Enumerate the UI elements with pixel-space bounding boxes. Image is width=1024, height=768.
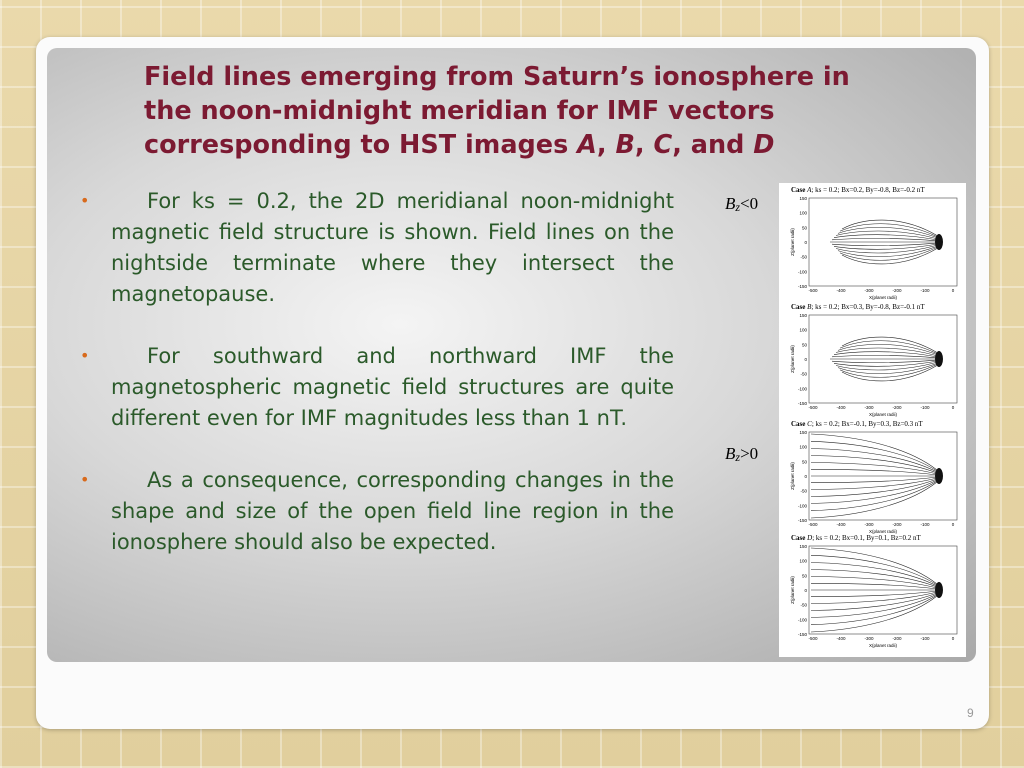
x-tick-label: -300 bbox=[864, 405, 874, 410]
y-tick-label: 150 bbox=[799, 313, 807, 318]
x-tick-label: -300 bbox=[864, 288, 874, 293]
x-tick-label: 0 bbox=[951, 405, 955, 410]
x-tick-label: -500 bbox=[808, 405, 818, 410]
y-tick-label: -50 bbox=[800, 602, 807, 608]
y-tick-label: 100 bbox=[799, 444, 807, 450]
bullet-text: As a consequence, corresponding changes in the shape and size of the open field line region in the ionosphere should also be expected. bbox=[111, 468, 674, 554]
figure-panel-b bbox=[781, 303, 964, 420]
bullet-icon: • bbox=[80, 191, 90, 210]
planet-marker bbox=[935, 234, 943, 250]
y-axis-label: Z(planet radii) bbox=[790, 576, 795, 604]
y-tick-label: -100 bbox=[797, 386, 807, 392]
y-tick-label: 0 bbox=[804, 240, 807, 245]
planet-marker bbox=[935, 351, 943, 367]
bullet-item bbox=[80, 186, 674, 310]
x-tick-label: -200 bbox=[892, 288, 902, 293]
y-tick-label: 0 bbox=[804, 474, 807, 479]
bz-negative-label: $B_z<0$ bbox=[725, 194, 759, 214]
figure-panel-c bbox=[781, 420, 964, 537]
y-tick-label: -50 bbox=[800, 254, 807, 260]
field-line-figure bbox=[779, 183, 966, 657]
y-axis-label: Z(planet radii) bbox=[790, 345, 795, 373]
x-axis-label: X(planet radii) bbox=[868, 295, 898, 300]
figure-panel-a bbox=[781, 186, 964, 303]
bullet-text: For ks = 0.2, the 2D meridianal noon-midnight magnetic field structure is shown. Field lines on the nightside terminate where they intersect the magnetopause. bbox=[111, 189, 674, 306]
planet-marker bbox=[935, 468, 943, 484]
y-tick-label: -100 bbox=[797, 617, 807, 623]
x-tick-label: -400 bbox=[836, 636, 846, 641]
x-axis-label: X(planet radii) bbox=[868, 643, 898, 648]
y-tick-label: 150 bbox=[799, 544, 807, 549]
title-line-1: Field lines emerging from Saturn’s ionosphere in bbox=[144, 62, 850, 92]
slide-title bbox=[144, 60, 944, 162]
x-tick-label: -100 bbox=[920, 522, 930, 527]
x-axis-label: X(planet radii) bbox=[868, 529, 898, 534]
field-line-plot bbox=[781, 544, 964, 651]
bz-positive-label: $B_z>0$ bbox=[725, 444, 759, 464]
x-tick-label: -200 bbox=[892, 405, 902, 410]
y-tick-label: 50 bbox=[801, 342, 807, 348]
x-tick-label: -300 bbox=[864, 636, 874, 641]
y-tick-label: 150 bbox=[799, 196, 807, 201]
field-line-plot bbox=[781, 313, 964, 420]
x-tick-label: -400 bbox=[836, 405, 846, 410]
field-line-plot bbox=[781, 196, 964, 303]
y-tick-label: -50 bbox=[800, 371, 807, 377]
x-tick-label: -100 bbox=[920, 288, 930, 293]
bullet-item bbox=[80, 465, 674, 558]
x-tick-label: 0 bbox=[951, 522, 955, 527]
panel-caption: Case A; ks = 0.2; Bx=0.2, By=-0.8, Bz=-0.2 nT bbox=[791, 186, 925, 194]
bullet-item bbox=[80, 341, 674, 434]
bullet-text: For southward and northward IMF the magnetospheric magnetic field structures are quite different even for IMF magnitudes less than 1 nT. bbox=[111, 344, 674, 430]
y-axis-label: Z(planet radii) bbox=[790, 462, 795, 490]
y-axis-label: Z(planet radii) bbox=[790, 228, 795, 256]
y-tick-label: 0 bbox=[804, 588, 807, 593]
x-tick-label: -400 bbox=[836, 522, 846, 527]
y-tick-label: 100 bbox=[799, 210, 807, 216]
planet-marker bbox=[935, 582, 943, 598]
field-line-plot bbox=[781, 430, 964, 537]
page-number: 9 bbox=[967, 706, 974, 720]
x-tick-label: -500 bbox=[808, 636, 818, 641]
y-tick-label: 50 bbox=[801, 459, 807, 465]
x-tick-label: -200 bbox=[892, 522, 902, 527]
figure-panel-d bbox=[781, 534, 964, 651]
x-tick-label: -400 bbox=[836, 288, 846, 293]
x-tick-label: -100 bbox=[920, 405, 930, 410]
x-tick-label: -200 bbox=[892, 636, 902, 641]
y-tick-label: -150 bbox=[797, 632, 807, 637]
y-tick-label: -150 bbox=[797, 401, 807, 406]
x-tick-label: -100 bbox=[920, 636, 930, 641]
x-axis-label: X(planet radii) bbox=[868, 412, 898, 417]
y-tick-label: -50 bbox=[800, 488, 807, 494]
y-tick-label: -150 bbox=[797, 284, 807, 289]
y-tick-label: 100 bbox=[799, 327, 807, 333]
title-line-3: corresponding to HST images A, B, C, and D bbox=[144, 130, 775, 160]
x-tick-label: 0 bbox=[951, 288, 955, 293]
x-tick-label: -300 bbox=[864, 522, 874, 527]
y-tick-label: 100 bbox=[799, 558, 807, 564]
y-tick-label: -100 bbox=[797, 503, 807, 509]
y-tick-label: 50 bbox=[801, 225, 807, 231]
bullet-icon: • bbox=[80, 346, 90, 365]
x-tick-label: -500 bbox=[808, 522, 818, 527]
x-tick-label: 0 bbox=[951, 636, 955, 641]
x-tick-label: -500 bbox=[808, 288, 818, 293]
y-tick-label: 150 bbox=[799, 430, 807, 435]
bullet-icon: • bbox=[80, 470, 90, 489]
y-tick-label: 0 bbox=[804, 357, 807, 362]
bullet-list bbox=[80, 186, 674, 589]
y-tick-label: -100 bbox=[797, 269, 807, 275]
panel-caption: Case D; ks = 0.2; Bx=0.1, By=0.1, Bz=0.2 nT bbox=[791, 534, 921, 542]
panel-caption: Case B; ks = 0.2; Bx=0.3, By=-0.8, Bz=-0.1 nT bbox=[791, 303, 925, 311]
title-line-2: the noon-midnight meridian for IMF vectors bbox=[144, 96, 775, 126]
y-tick-label: 50 bbox=[801, 573, 807, 579]
panel-caption: Case C; ks = 0.2; Bx=-0.1, By=0.3, Bz=0.3 nT bbox=[791, 420, 923, 428]
y-tick-label: -150 bbox=[797, 518, 807, 523]
